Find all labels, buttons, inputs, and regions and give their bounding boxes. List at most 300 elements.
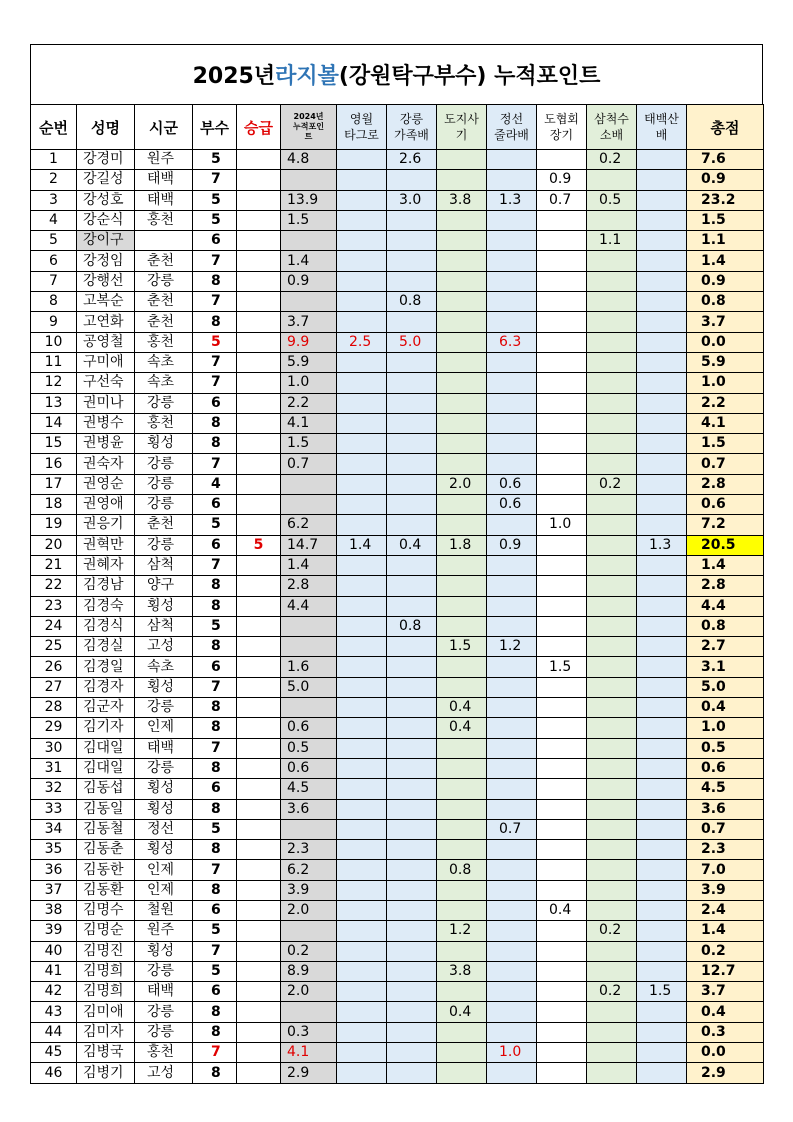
table-row [31,576,764,596]
cell-t4 [487,677,537,697]
cell-no: 14 [31,413,77,433]
cell-t5 [537,413,587,433]
cell-t2: 0.8 [387,616,437,636]
points-sheet [30,44,763,1084]
cell-t3 [437,332,487,352]
cell-city [135,231,193,251]
cell-t3 [437,251,487,271]
cell-total: 0.3 [687,1022,764,1042]
cell-t3 [437,413,487,433]
table-row [31,231,764,251]
cell-promo [237,292,281,312]
cell-t4: 0.6 [487,474,537,494]
cell-t5 [537,576,587,596]
cell-total: 1.0 [687,373,764,393]
cell-t4 [487,738,537,758]
cell-t6: 0.2 [587,150,637,170]
cell-total: 0.8 [687,616,764,636]
cell-no: 30 [31,738,77,758]
header-t6-line2: 소배 [599,128,624,142]
cell-name: 권미나 [77,393,135,413]
cell-dept: 8 [193,1022,237,1042]
cell-t7 [637,1022,687,1042]
cell-t3 [437,880,487,900]
cell-t1 [337,170,387,190]
cell-t6 [587,454,637,474]
cell-name: 강길성 [77,170,135,190]
table-row [31,657,764,677]
cell-t7 [637,454,687,474]
cell-prev [281,495,337,515]
cell-t2 [387,596,437,616]
cell-t5 [537,921,587,941]
cell-no: 28 [31,698,77,718]
cell-t3 [437,170,487,190]
cell-prev: 2.2 [281,393,337,413]
cell-prev: 4.5 [281,779,337,799]
cell-prev [281,170,337,190]
cell-t1 [337,434,387,454]
cell-city: 삼척 [135,555,193,575]
cell-city: 태백 [135,738,193,758]
table-row [31,434,764,454]
cell-t2: 5.0 [387,332,437,352]
cell-city: 고성 [135,1063,193,1083]
cell-t2 [387,779,437,799]
cell-total: 1.5 [687,434,764,454]
cell-t5 [537,860,587,880]
cell-dept: 7 [193,251,237,271]
cell-t2 [387,758,437,778]
cell-no: 46 [31,1063,77,1083]
cell-dept: 8 [193,312,237,332]
cell-t2: 3.0 [387,190,437,210]
cell-city: 춘천 [135,515,193,535]
cell-t1 [337,190,387,210]
table-row [31,900,764,920]
cell-t7 [637,576,687,596]
cell-t3: 2.0 [437,474,487,494]
cell-prev [281,292,337,312]
cell-prev: 1.4 [281,555,337,575]
cell-city: 강릉 [135,758,193,778]
cell-t5 [537,555,587,575]
cell-no: 24 [31,616,77,636]
cell-dept: 6 [193,495,237,515]
cell-t6 [587,880,637,900]
cell-t6 [587,271,637,291]
cell-name: 김명희 [77,982,135,1002]
cell-name: 구선숙 [77,373,135,393]
cell-t4: 1.0 [487,1043,537,1063]
cell-promo [237,799,281,819]
cell-dept: 7 [193,352,237,372]
cell-t6 [587,961,637,981]
cell-total: 5.9 [687,352,764,372]
cell-city: 태백 [135,170,193,190]
cell-name: 고복순 [77,292,135,312]
cell-t7 [637,434,687,454]
header-t3-line2: 기 [455,128,468,142]
cell-prev: 0.3 [281,1022,337,1042]
cell-t6 [587,616,637,636]
cell-city: 횡성 [135,941,193,961]
cell-t4 [487,373,537,393]
cell-prev: 6.2 [281,515,337,535]
table-row [31,210,764,230]
cell-prev: 4.1 [281,1043,337,1063]
cell-city: 고성 [135,637,193,657]
cell-prev: 0.6 [281,758,337,778]
cell-dept: 7 [193,677,237,697]
cell-name: 김동춘 [77,840,135,860]
cell-prev: 2.9 [281,1063,337,1083]
cell-t4 [487,170,537,190]
header-t2-line2: 가족배 [394,128,429,142]
cell-total: 0.7 [687,819,764,839]
cell-promo [237,1043,281,1063]
cell-prev: 14.7 [281,535,337,555]
cell-t3 [437,657,487,677]
header-t5-line1: 도협회 [544,112,579,126]
cell-t3 [437,738,487,758]
cell-t4 [487,941,537,961]
table-row [31,596,764,616]
cell-t1 [337,961,387,981]
header-t1-line2: 타그로 [344,128,379,142]
cell-t5 [537,616,587,636]
cell-t3 [437,1043,487,1063]
cell-t7 [637,332,687,352]
cell-t7 [637,779,687,799]
cell-t4 [487,880,537,900]
cell-t2 [387,231,437,251]
cell-prev [281,921,337,941]
table-row [31,332,764,352]
cell-total: 5.0 [687,677,764,697]
cell-t2 [387,454,437,474]
cell-t7 [637,373,687,393]
cell-t3 [437,231,487,251]
cell-t5 [537,373,587,393]
cell-promo [237,555,281,575]
cell-name: 김동철 [77,819,135,839]
cell-t2 [387,271,437,291]
cell-t1 [337,779,387,799]
cell-t4 [487,860,537,880]
cell-total: 1.1 [687,231,764,251]
cell-t6 [587,840,637,860]
cell-no: 31 [31,758,77,778]
cell-t7 [637,271,687,291]
cell-t7 [637,393,687,413]
cell-t6 [587,900,637,920]
cell-prev: 3.6 [281,799,337,819]
cell-t5 [537,718,587,738]
cell-prev: 4.8 [281,150,337,170]
cell-t1 [337,799,387,819]
cell-promo [237,596,281,616]
header-t1 [337,105,387,150]
cell-t2: 0.8 [387,292,437,312]
cell-t1 [337,495,387,515]
table-row [31,373,764,393]
cell-t1 [337,982,387,1002]
cell-t3: 1.5 [437,637,487,657]
cell-promo [237,434,281,454]
cell-t5: 0.4 [537,900,587,920]
cell-t7 [637,718,687,738]
cell-t5 [537,840,587,860]
cell-t5 [537,758,587,778]
cell-city: 강릉 [135,393,193,413]
cell-t6 [587,332,637,352]
cell-t3 [437,292,487,312]
cell-t3: 0.4 [437,698,487,718]
cell-t3 [437,1063,487,1083]
cell-dept: 7 [193,454,237,474]
cell-t3 [437,515,487,535]
cell-t2 [387,900,437,920]
cell-t4 [487,840,537,860]
cell-promo [237,880,281,900]
cell-t1 [337,515,387,535]
cell-t7 [637,738,687,758]
cell-t3: 0.4 [437,718,487,738]
cell-t3 [437,677,487,697]
cell-t2 [387,637,437,657]
cell-name: 김동환 [77,880,135,900]
cell-t5 [537,474,587,494]
cell-city: 횡성 [135,677,193,697]
cell-t4 [487,1022,537,1042]
cell-t2 [387,799,437,819]
table-row [31,292,764,312]
cell-t2 [387,718,437,738]
cell-dept: 6 [193,393,237,413]
cell-t7 [637,231,687,251]
cell-promo [237,352,281,372]
cell-dept: 6 [193,657,237,677]
cell-city: 속초 [135,373,193,393]
cell-t6: 0.2 [587,921,637,941]
cell-dept: 6 [193,779,237,799]
cell-t2 [387,840,437,860]
cell-dept: 8 [193,576,237,596]
cell-prev [281,819,337,839]
cell-total: 0.7 [687,454,764,474]
cell-no: 38 [31,900,77,920]
cell-dept: 7 [193,292,237,312]
cell-t5 [537,961,587,981]
cell-t4 [487,718,537,738]
cell-t1 [337,941,387,961]
cell-dept: 8 [193,1063,237,1083]
cell-t3 [437,941,487,961]
cell-no: 8 [31,292,77,312]
cell-t1 [337,819,387,839]
cell-prev: 1.4 [281,251,337,271]
table-row [31,921,764,941]
cell-name: 김동섭 [77,779,135,799]
cell-promo [237,515,281,535]
cell-name: 김동한 [77,860,135,880]
cell-t7 [637,941,687,961]
cell-dept: 7 [193,941,237,961]
cell-t3 [437,495,487,515]
cell-t5 [537,210,587,230]
cell-t7 [637,677,687,697]
cell-t1 [337,657,387,677]
table-row [31,474,764,494]
cell-no: 13 [31,393,77,413]
cell-t5 [537,637,587,657]
cell-city: 횡성 [135,799,193,819]
cell-name: 강순식 [77,210,135,230]
cell-prev [281,1002,337,1022]
cell-t4 [487,312,537,332]
cell-total: 1.4 [687,921,764,941]
cell-city: 정선 [135,819,193,839]
cell-no: 22 [31,576,77,596]
cell-city: 홍천 [135,413,193,433]
cell-t7: 1.3 [637,535,687,555]
table-row [31,352,764,372]
sheet-title [30,44,763,104]
cell-t1 [337,474,387,494]
cell-name: 구미애 [77,352,135,372]
cell-no: 15 [31,434,77,454]
header-t7-line2: 배 [655,128,668,142]
cell-t3 [437,312,487,332]
cell-t7 [637,657,687,677]
cell-no: 41 [31,961,77,981]
header-dept: 부수 [193,105,237,150]
cell-t5: 0.9 [537,170,587,190]
cell-t4 [487,616,537,636]
cell-prev: 9.9 [281,332,337,352]
cell-t1 [337,373,387,393]
cell-city: 속초 [135,657,193,677]
cell-t3 [437,758,487,778]
cell-city: 철원 [135,900,193,920]
cell-total: 7.2 [687,515,764,535]
table-row [31,1063,764,1083]
cell-t5 [537,779,587,799]
cell-t6 [587,738,637,758]
cell-t7 [637,413,687,433]
cell-t2 [387,515,437,535]
cell-promo [237,231,281,251]
cell-t6 [587,677,637,697]
table-row [31,251,764,271]
cell-prev: 0.7 [281,454,337,474]
cell-t1 [337,1043,387,1063]
cell-name: 김명진 [77,941,135,961]
cell-t7 [637,799,687,819]
cell-prev: 5.0 [281,677,337,697]
table-body [31,150,764,1084]
cell-t3 [437,271,487,291]
cell-t5 [537,352,587,372]
cell-no: 16 [31,454,77,474]
cell-t4 [487,352,537,372]
cell-city: 양구 [135,576,193,596]
cell-prev: 1.0 [281,373,337,393]
cell-prev: 0.2 [281,941,337,961]
cell-prev: 3.7 [281,312,337,332]
cell-t4 [487,251,537,271]
cell-t4 [487,271,537,291]
cell-name: 김기자 [77,718,135,738]
cell-no: 12 [31,373,77,393]
cell-t6 [587,657,637,677]
cell-total: 3.9 [687,880,764,900]
cell-promo: 5 [237,535,281,555]
cell-t1: 2.5 [337,332,387,352]
cell-dept: 5 [193,332,237,352]
title-prefix: 2025년 [192,64,276,89]
cell-promo [237,251,281,271]
header-no: 순번 [31,105,77,150]
cell-t6 [587,698,637,718]
cell-t4 [487,292,537,312]
cell-t5 [537,292,587,312]
cell-t6 [587,941,637,961]
cell-total: 0.4 [687,1002,764,1022]
cell-t6 [587,799,637,819]
cell-t4 [487,900,537,920]
cell-promo [237,860,281,880]
cell-dept: 8 [193,799,237,819]
cell-t2: 2.6 [387,150,437,170]
table-row [31,515,764,535]
cell-dept: 8 [193,758,237,778]
cell-t6 [587,758,637,778]
cell-name: 김명순 [77,921,135,941]
cell-total: 7.0 [687,860,764,880]
cell-t6 [587,596,637,616]
cell-no: 44 [31,1022,77,1042]
cell-no: 1 [31,150,77,170]
cell-dept: 5 [193,515,237,535]
table-row [31,170,764,190]
cell-city: 태백 [135,190,193,210]
cell-total: 3.7 [687,982,764,1002]
table-row [31,982,764,1002]
cell-promo [237,1022,281,1042]
cell-t4 [487,758,537,778]
cell-no: 6 [31,251,77,271]
cell-t5 [537,596,587,616]
cell-t1 [337,292,387,312]
cell-t1 [337,616,387,636]
cell-name: 권병수 [77,413,135,433]
table-row [31,312,764,332]
cell-t1 [337,758,387,778]
header-city: 시군 [135,105,193,150]
cell-city: 홍천 [135,332,193,352]
cell-total: 2.7 [687,637,764,657]
cell-city: 강릉 [135,271,193,291]
cell-dept: 7 [193,738,237,758]
cell-t4: 0.7 [487,819,537,839]
cell-t1 [337,352,387,372]
header-t7-line1: 태백산 [644,112,679,126]
cell-t3 [437,150,487,170]
cell-city: 원주 [135,150,193,170]
cell-name: 강경미 [77,150,135,170]
